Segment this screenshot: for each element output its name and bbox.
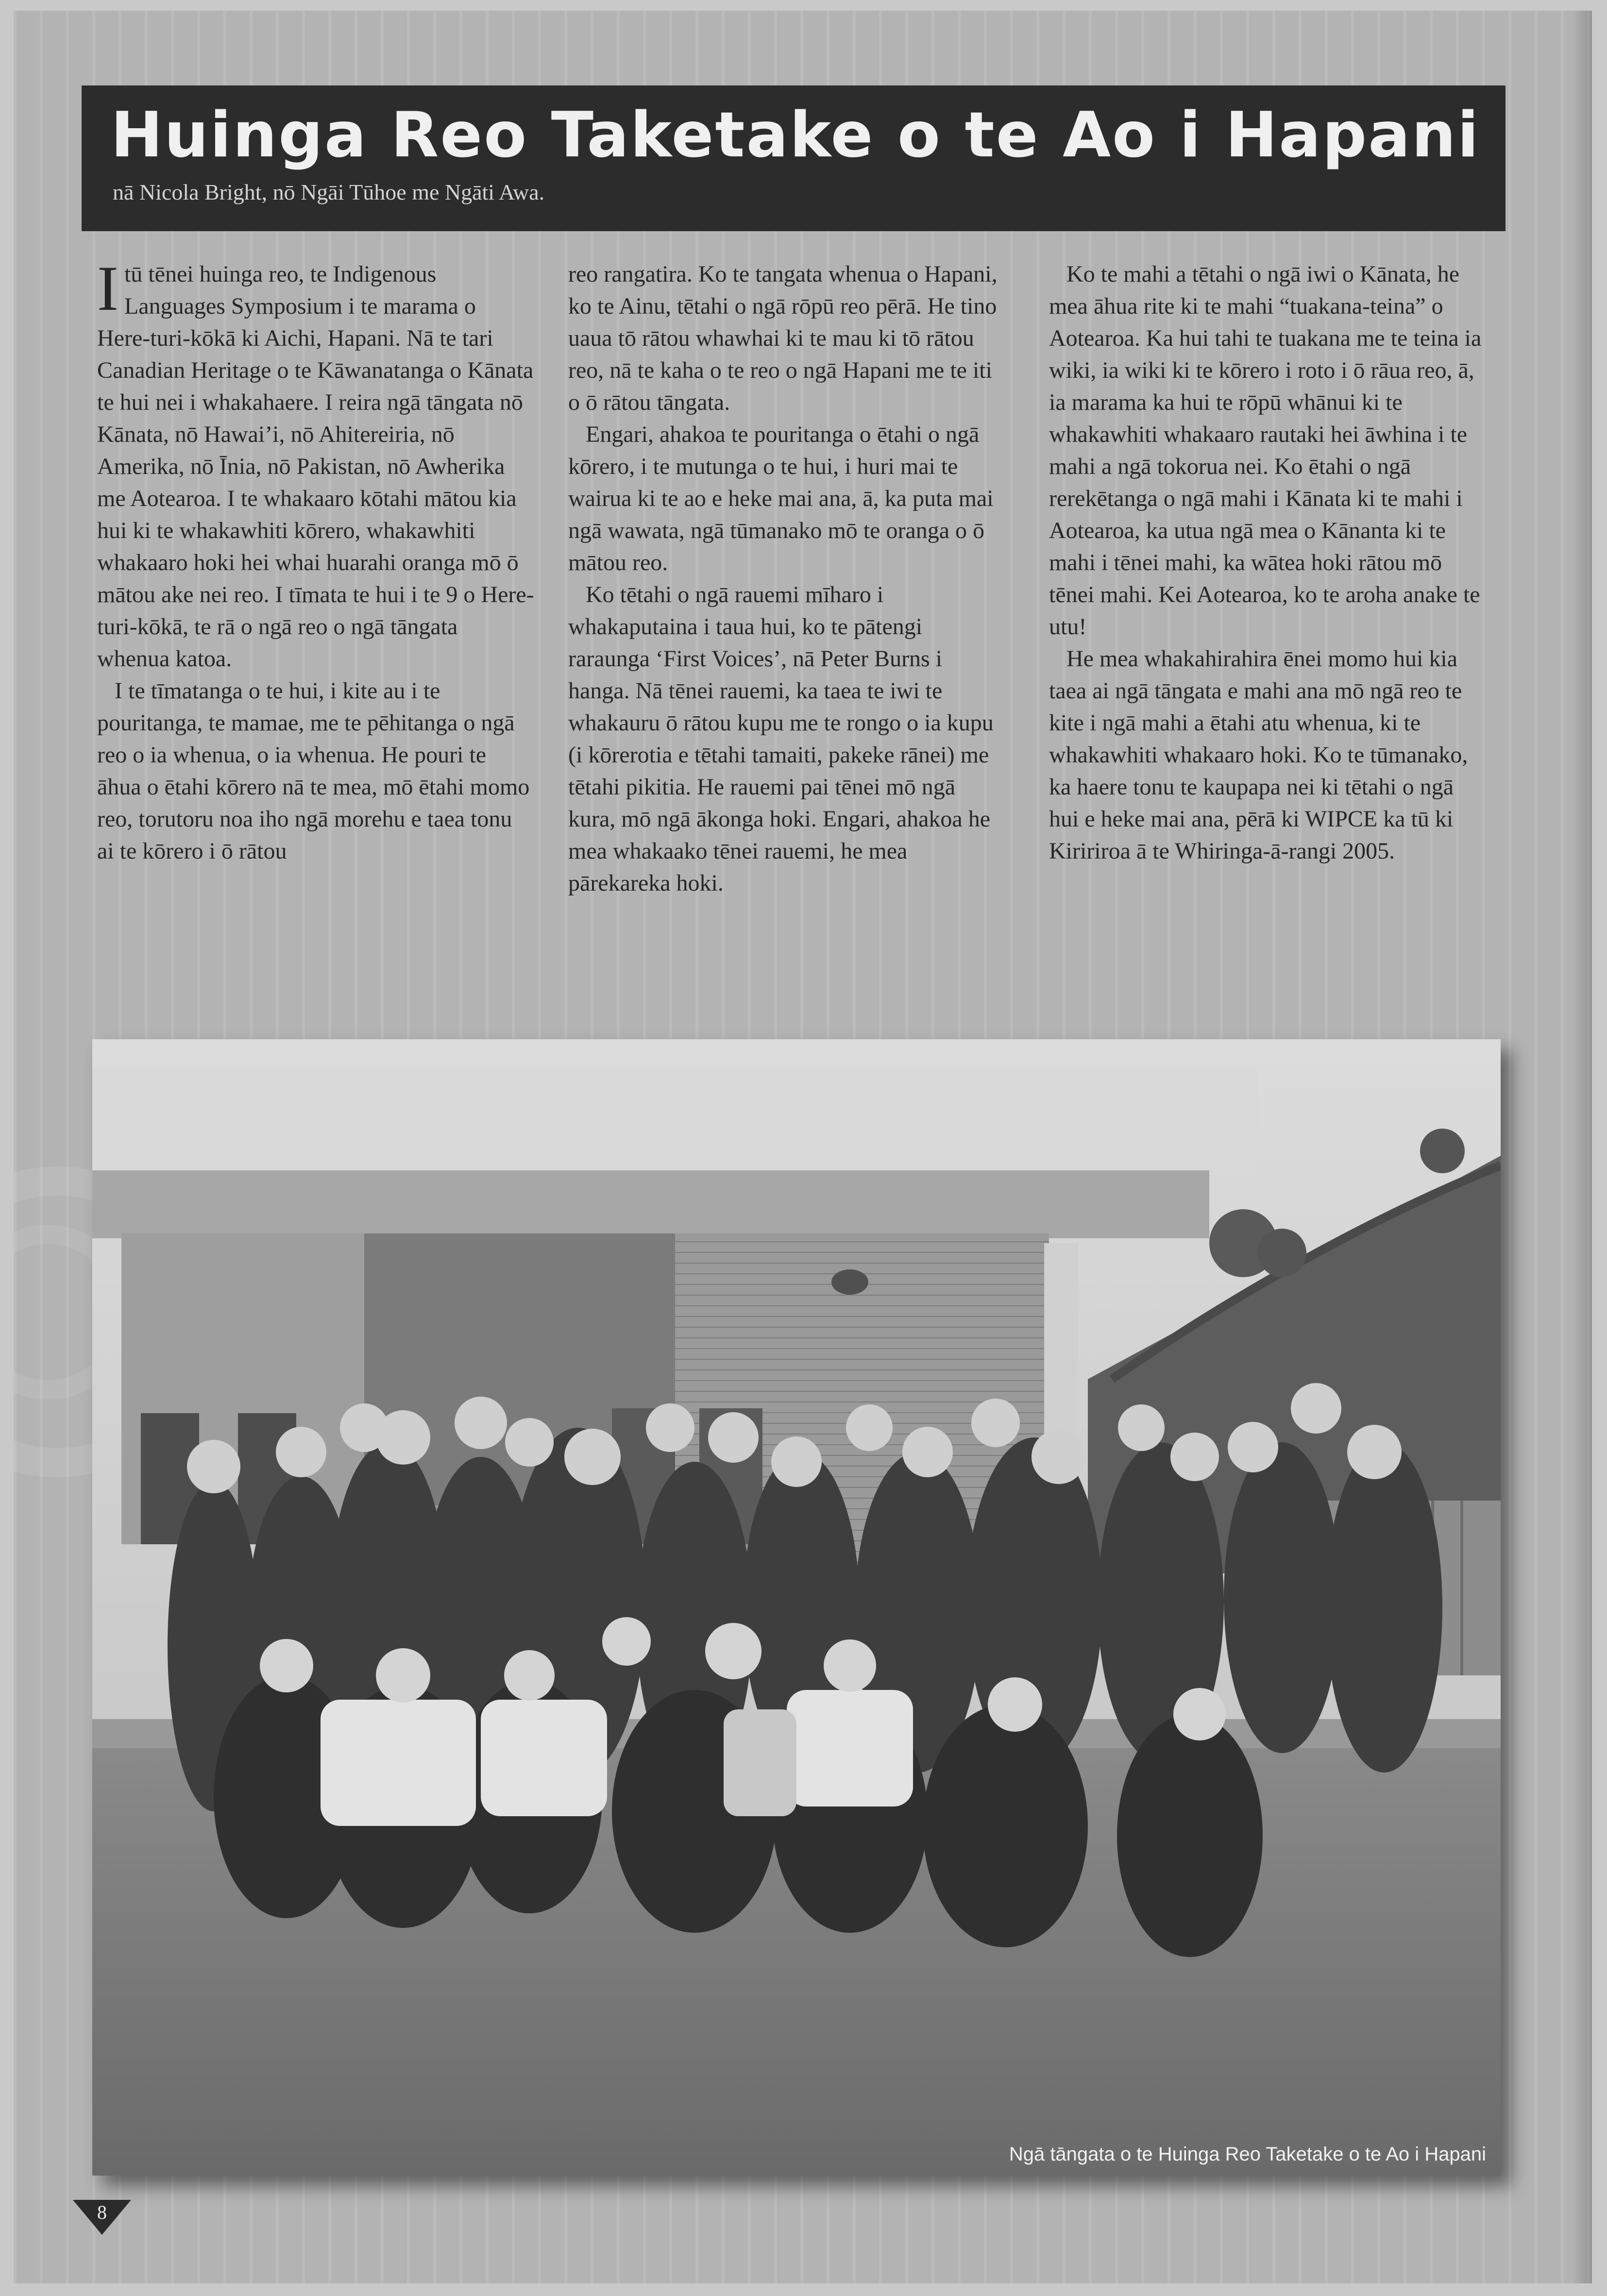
text-column-3 bbox=[1049, 258, 1486, 867]
paragraph: Ko te mahi a tētahi o ngā iwi o Kānata, he mea āhua rite ki te mahi “tuakana-teina” o Aotearoa. Ka hui tahi te tuakana me te teina ia wiki, ia wiki ki te kōrero i roto i ō rāua reo, ā, ia marama ka hui te rōpū whānui ki te whakawhiti whakaaro rautaki hei āwhina i te mahi a ngā tokorua nei. Ko ētahi o ngā rerekētanga o ngā mahi i Kānata ki te mahi i Aotearoa, ka utua ngā mea o Kānanta ki te mahi i tēnei mahi, ka wātea hoki rātou mō tēnei mahi. Kei Aotearoa, ko te aroha anake te utu! bbox=[1049, 261, 1482, 640]
drop-cap: I bbox=[97, 253, 118, 324]
group-photo bbox=[92, 1039, 1501, 2176]
paragraph-text: tū tēnei huinga reo, te Indigenous Languages Symposium i te marama o Here-turi-kōkā ki Aichi, Hapani. Nā te tari Canadian Heritage o te Kāwanatanga o Kānata te hui nei i whakahaere. I reira ngā tāngata nō Kānata, nō Hawai’i, nō Ahitereiria, nō Amerika, nō Īnia, nō Pakistan, nō Awherika me Aotearoa. I te whakaaro kōtahi mātou kia hui ki te whakawhiti kōrero, whakawhiti whakaaro hoki hei whai huarahi oranga mō ō mātou ake nei reo. I tīmata te hui i te 9 o Here-turi-kōkā, te rā o ngā reo o ngā tāngata whenua katoa. bbox=[97, 261, 534, 672]
paragraph bbox=[97, 253, 534, 675]
page-edge-shadow bbox=[1573, 11, 1592, 2283]
title-banner bbox=[82, 85, 1506, 231]
text-column-1 bbox=[97, 253, 534, 867]
article-byline: nā Nicola Bright, nō Ngāi Tūhoe me Ngāti Awa. bbox=[113, 180, 545, 204]
paragraph: He mea whakahirahira ēnei momo hui kia taea ai ngā tāngata e mahi ana mō ngā reo te kite i ngā mahi a ētahi atu whenua, ki te whakawhiti whakaaro hoki. Ko te tūmanako, ka haere tonu te kaupapa nei ki tētahi o ngā hui e heke mai ana, pērā ki WIPCE ka tū ki Kiririroa ā te Whiringa-ā-rangi 2005. bbox=[1049, 646, 1468, 864]
paragraph: Ko tētahi o ngā rauemi mīharo i whakaputaina i taua hui, ko te pātengi raraunga ‘First Voices’, nā Peter Burns i hanga. Nā tēnei rauemi, ka taea te iwi te whakauru ō rātou kupu me te rongo o ia kupu (i kōrerotia e tētahi tamaiti, pakeke rānei) me tētahi pikitia. He rauemi pai tēnei mō ngā kura, mō ngā ākonga hoki. Engari, ahakoa he mea whakaako tēnei rauemi, he mea pārekareka hoki. bbox=[568, 582, 994, 896]
article-title: Huinga Reo Taketake o te Ao i Hapani bbox=[111, 99, 1480, 171]
group-photo-illustration bbox=[92, 1039, 1501, 2176]
paragraph: I te tīmatanga o te hui, i kite au i te pouritanga, te mamae, me te pēhitanga o ngā reo o ia whenua, o ia whenua. He pouri te āhua o ētahi kōrero nā te mea, mō ētahi momo reo, torutoru noa iho ngā morehu e taea tonu ai te kōrero i ō rātou bbox=[97, 678, 530, 864]
paragraph: reo rangatira. Ko te tangata whenua o Hapani, ko te Ainu, tētahi o ngā rōpū reo pērā. He tino uaua tō rātou whawhai ki te mau ki tō rātou reo, nā te kaha o te reo o ngā Hapani me te iti o ō rātou tāngata. bbox=[568, 261, 998, 415]
paragraph: Engari, ahakoa te pouritanga o ētahi o ngā kōrero, i te mutunga o te hui, i huri mai te wairua ki te ao e heke mai ana, ā, ka puta mai ngā wawata, ngā tūmanako mō te oranga o ō mātou reo. bbox=[568, 422, 994, 575]
text-column-2 bbox=[568, 258, 1005, 899]
page-number: 8 bbox=[97, 2201, 107, 2223]
photo-caption: Ngā tāngata o te Huinga Reo Taketake o te Ao i Hapani bbox=[1009, 2144, 1486, 2165]
